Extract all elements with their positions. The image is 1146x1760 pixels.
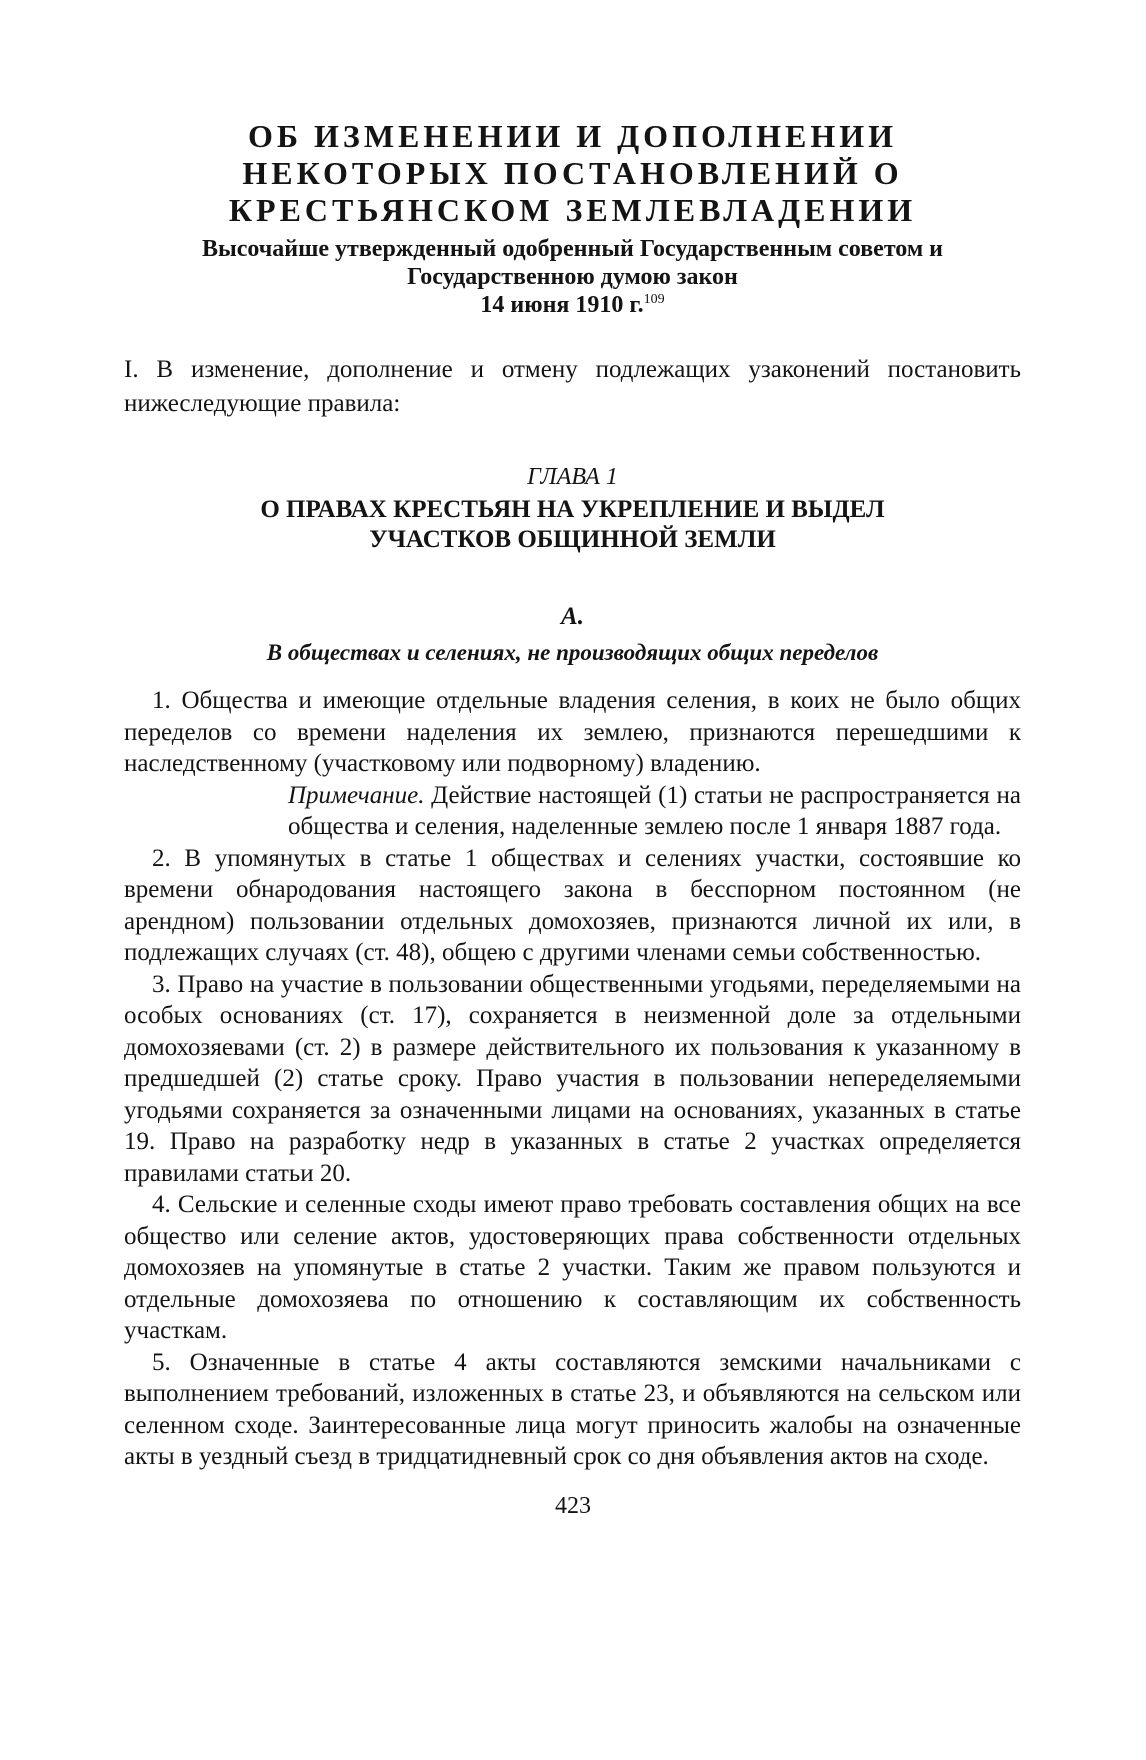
intro-paragraph: I. В изменение, дополнение и отмену подлежащих узаконений постановить нижеследующие правила: <box>124 356 1021 417</box>
article-4: 4. Сельские и селенные сходы имеют право требовать составления общих на все общество или селение актов, удостоверяющих права собственности отдельных домохозяев на упомянутые в статье 2 участки. Таким же правом пользуются и отдельные домохозяева по отношению к составляющим их собственность участкам. <box>124 1191 1021 1344</box>
law-title: ОБ ИЗМЕНЕНИИ И ДОПОЛНЕНИИ НЕКОТОРЫХ ПОСТАНОВЛЕНИЙ О КРЕСТЬЯНСКОМ ЗЕМЛЕВЛАДЕНИИ <box>228 118 917 228</box>
article-2: 2. В упомянутых в статье 1 обществах и селениях участки, состоявшие ко времени обнародования настоящего закона в бесспорном постоянном (не арендном) пользовании отдельных домохозяев, признаются личной их или, в подлежащих случаях (ст. 48), общею с другими членами семьи собственностью. <box>124 844 1021 966</box>
article-3: 3. Право на участие в пользовании общественными угодьями, переделяемыми на особых основаниях (ст. 17), сохраняется в неизменной доле за отдельными домохозяевами (ст. 2) в размере действительного их пользования к указанному в предшедшей (2) статье сроку. Право участия в пользовании непеределяемыми угодьями сохраняется за означенными лицами на основаниях, указанных в статье 19. Право на разработку недр в указанных в статье 2 участках определяется правилами статьи 20. <box>124 970 1021 1187</box>
note-text: Действие настоящей (1) статьи не распространяется на общества и селения, наделенные землею после 1 января 1887 года. <box>288 781 1021 840</box>
page-number: 423 <box>555 1493 591 1519</box>
page-content <box>124 118 1021 1473</box>
chapter-title: О ПРАВАХ КРЕСТЬЯН НА УКРЕПЛЕНИЕ И ВЫДЕЛ УЧАСТКОВ ОБЩИННОЙ ЗЕМЛИ <box>260 496 885 553</box>
law-subtitle <box>124 235 1021 319</box>
section-heading <box>124 603 1021 667</box>
law-date-line <box>124 291 1021 319</box>
footnote-reference: 109 <box>643 292 665 307</box>
note-label: Примечание. <box>288 781 425 809</box>
law-date: 14 июня 1910 г. <box>480 292 644 318</box>
law-approval-line: Высочайше утвержденный одобренный Государственным советом и Государственною думою закон <box>201 236 944 290</box>
article-5: 5. Означенные в статье 4 акты составляются земскими начальниками с выполнением требований, изложенных в статье 23, и объявляются на сельском или селенном сходе. Заинтересованные лица могут приносить жалобы на означенные акты в уездный съезд в тридцатидневный срок со дня объявления актов на сходе. <box>124 1348 1021 1470</box>
chapter-label: ГЛАВА 1 <box>527 464 618 490</box>
chapter-heading <box>124 463 1021 555</box>
article-1-note <box>288 780 1021 843</box>
section-letter: А. <box>561 603 584 630</box>
articles-list <box>124 685 1021 1473</box>
article-1: 1. Общества и имеющие отдельные владения селения, в коих не было общих переделов со времени наделения их землею, признаются перешедшими к наследственному (участковому или подворному) владению. <box>124 687 1021 777</box>
section-title: В обществах и селениях, не производящих общих переделов <box>266 640 879 665</box>
